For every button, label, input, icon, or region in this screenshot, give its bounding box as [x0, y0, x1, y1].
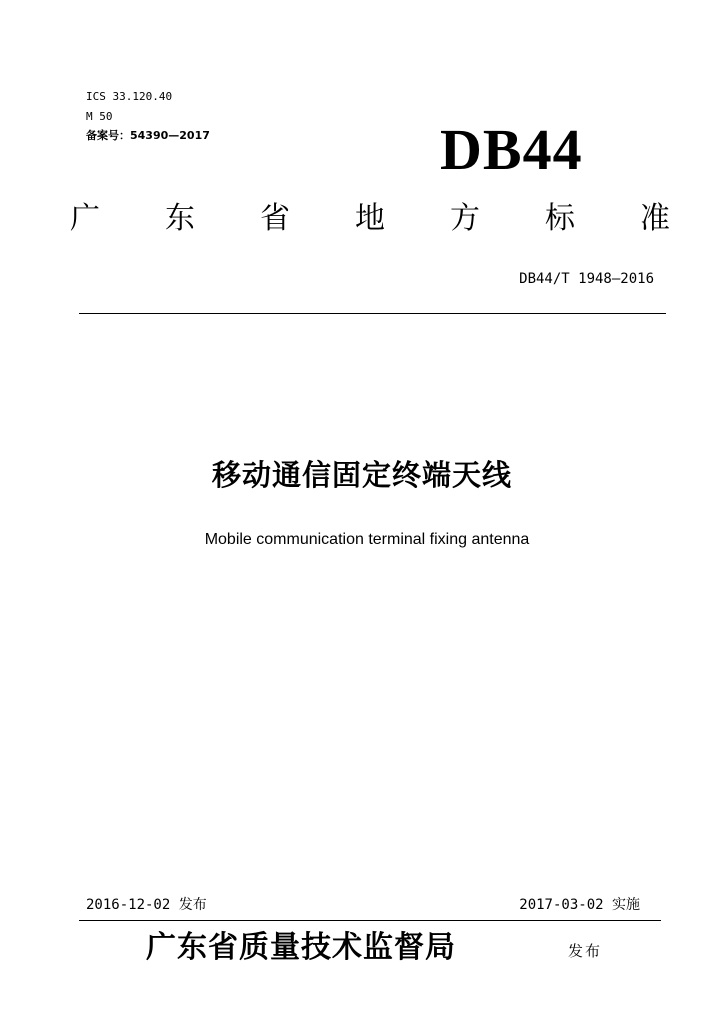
- province-title-char: 广: [70, 201, 100, 236]
- document-title-en: Mobile communication terminal fixing antenna: [204, 531, 530, 548]
- province-title-char: 地: [355, 201, 385, 236]
- province-title-char: 标: [545, 201, 575, 236]
- issue-label: 发布: [178, 897, 207, 913]
- implement-date: [519, 894, 640, 914]
- province-title-char: 省: [260, 201, 290, 236]
- province-title-char: 东: [165, 201, 195, 236]
- issue-date: [86, 894, 207, 914]
- bottom-divider: [79, 920, 661, 921]
- document-title-cn: 移动通信固定终端天线: [211, 458, 512, 492]
- implement-date-value: 2017-03-02: [519, 897, 604, 913]
- ccs-code: M 50: [86, 110, 113, 123]
- record-value: 54390—2017: [130, 129, 210, 142]
- implement-label: 实施: [612, 897, 640, 913]
- province-standard-title: [70, 200, 670, 238]
- issue-date-value: 2016-12-02: [86, 897, 171, 913]
- db-mark: DB44: [440, 117, 583, 182]
- record-label: 备案号：: [86, 129, 130, 142]
- publish-label: 发布: [568, 942, 603, 960]
- top-divider: [79, 313, 666, 314]
- ics-code: ICS 33.120.40: [86, 90, 173, 103]
- record-number: [86, 129, 210, 142]
- province-title-char: 准: [640, 201, 670, 236]
- standard-number: DB44/T 1948—2016: [519, 271, 654, 287]
- province-title-char: 方: [450, 201, 480, 236]
- issuing-authority: 广东省质量技术监督局: [146, 930, 456, 965]
